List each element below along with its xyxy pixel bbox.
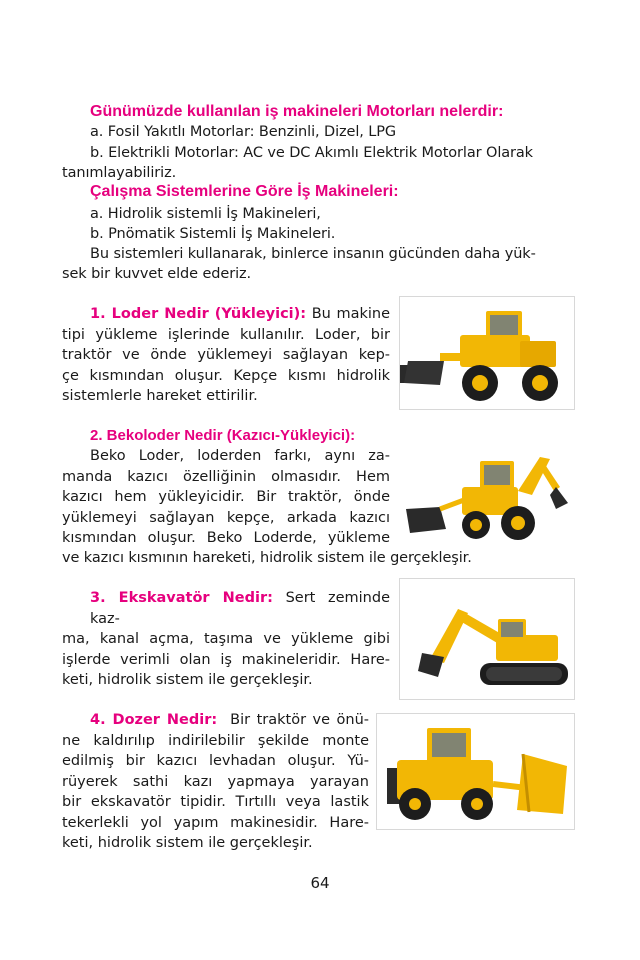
section-backhoe-line: manda kazıcı özelliğinin olmasıdır. Hem xyxy=(62,468,390,485)
section-excavator-text xyxy=(62,588,390,691)
section-loader-line: traktör ve önde yüklemeyi sağlayan kep- xyxy=(62,347,390,363)
text-line-electric: b. Elektrikli Motorlar: AC ve DC Akımlı Elektrik Motorlar Olarak xyxy=(90,145,533,161)
section-dozer-line: ne kaldırılıp indirilebilir şekilde monte xyxy=(62,732,369,749)
section-excavator-title: 3. Ekskavatör Nedir: xyxy=(90,590,273,606)
section-excavator-line: keti, hidrolik sistem ile gerçekleşir. xyxy=(62,672,313,688)
section-dozer-line: bir ekskavatör tipidir. Tırtıllı veya lastik xyxy=(62,794,369,810)
section-dozer-line: rüyerek sathi kazı yapmaya yarayan xyxy=(62,773,369,790)
heading-engines: Günümüzde kullanılan iş makineleri Motorları nelerdir: xyxy=(90,103,504,120)
section-backhoe-text xyxy=(62,446,390,549)
section-loader-text xyxy=(62,304,390,407)
text-line-hydraulic: a. Hidrolik sistemli İş Makineleri, xyxy=(90,206,321,222)
page-number: 64 xyxy=(310,874,330,892)
section-dozer-title: 4. Dozer Nedir: xyxy=(90,712,218,728)
section-loader-line: tipi yükleme işlerinde kullanılır. Loder, bir xyxy=(62,326,390,343)
section-loader-line: sistemlerle hareket ettirilir. xyxy=(62,388,258,404)
section-backhoe-title: 2. Bekoloder Nedir (Kazıcı-Yükleyici): xyxy=(90,427,356,444)
section-backhoe-line: kısmından oluşur. Beko Loderde, yükleme xyxy=(62,530,390,546)
section-excavator-line: işlerde verimli olan iş makineleridir. Hare- xyxy=(62,651,390,668)
section-loader-line: çe kısmından oluşur. Kepçe kısmı hidrolik xyxy=(62,367,390,384)
text-line-force: Bu sistemleri kullanarak, binlerce insanın gücünden daha yük- xyxy=(90,246,536,262)
section-excavator-line: ma, kanal açma, taşıma ve yükleme gibi xyxy=(62,631,390,647)
section-dozer-text xyxy=(62,710,369,854)
excavator-image xyxy=(399,578,575,700)
section-dozer-line: keti, hidrolik sistem ile gerçekleşir. xyxy=(62,835,313,851)
section-dozer-line: Bir traktör ve önü- xyxy=(230,712,370,728)
section-backhoe-line: Beko Loder, loderden farkı, aynı za- xyxy=(90,448,390,464)
wheel-loader-image xyxy=(399,296,575,410)
text-line-electric-cont: tanımlayabiliriz. xyxy=(62,165,177,181)
section-loader-line: Bu makine xyxy=(311,306,390,322)
section-dozer-line: edilmiş bir kazıcı levhadan oluşur. Yü- xyxy=(62,753,369,769)
section-excavator-line: Sert zeminde kaz- xyxy=(90,590,390,627)
text-line-force-cont: sek bir kuvvet elde ederiz. xyxy=(62,266,252,282)
heading-systems: Çalışma Sistemlerine Göre İş Makineleri: xyxy=(90,183,399,200)
section-dozer-line: tekerlekli yol yapım makinesidir. Hare- xyxy=(62,814,369,831)
backhoe-loader-image xyxy=(399,446,575,546)
section-backhoe-line: ve kazıcı kısmının hareketi, hidrolik sistem ile gerçekleşir. xyxy=(62,550,472,566)
section-backhoe-line: kazıcı hem yükleyicidir. Bir traktör, önde xyxy=(62,489,390,505)
bulldozer-image xyxy=(376,713,575,830)
section-loader-title: 1. Loder Nedir (Yükleyici): xyxy=(90,306,307,322)
text-line-pneumatic: b. Pnömatik Sistemli İş Makineleri. xyxy=(90,226,336,242)
text-line-fossil: a. Fosil Yakıtlı Motorlar: Benzinli, Dizel, LPG xyxy=(90,124,397,140)
section-backhoe-line: yüklemeyi sağlayan kepçe, arkada kazıcı xyxy=(62,509,390,526)
